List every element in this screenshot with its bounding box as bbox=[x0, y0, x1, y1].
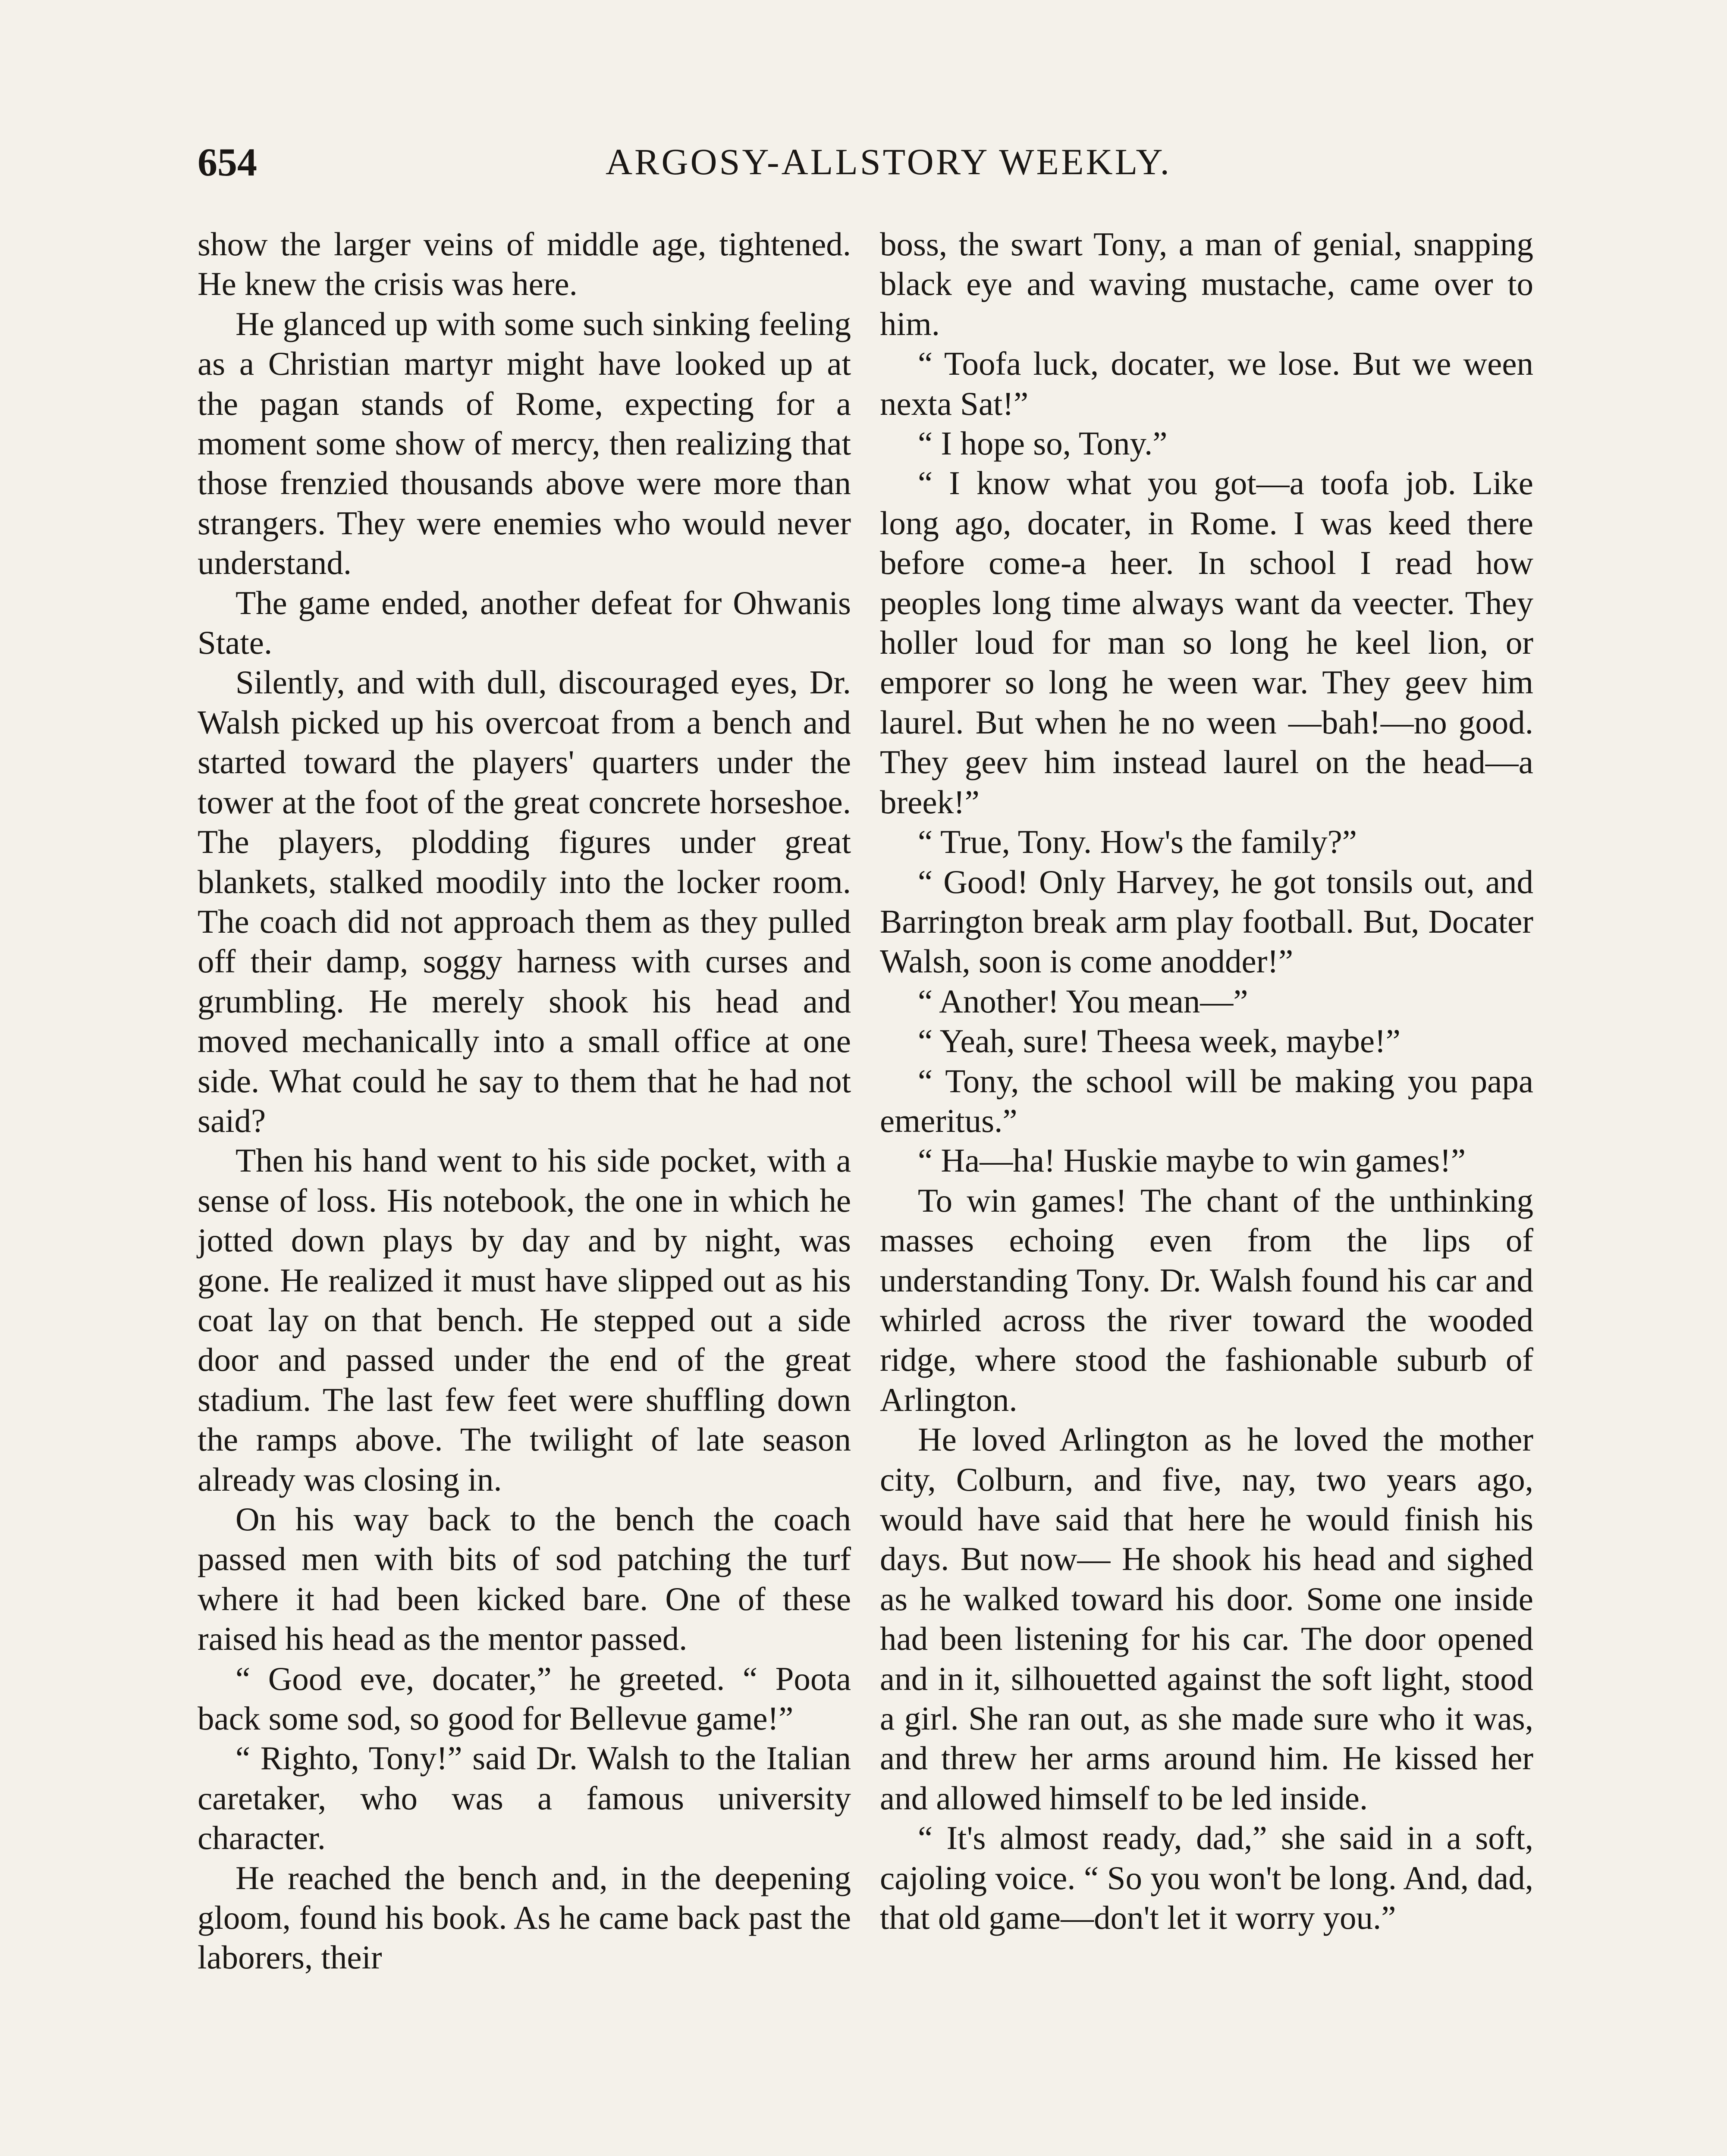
paragraph: “ Good! Only Harvey, he got tonsils out, and Barrington break arm play football. But, Docater Walsh, soon is come anodder!” bbox=[880, 863, 1533, 980]
paragraph: “ True, Tony. How's the family?” bbox=[918, 823, 1357, 861]
paragraph: “ Righto, Tony!” said Dr. Walsh to the Italian caretaker, who was a famous university character. bbox=[198, 1739, 851, 1857]
page-number: 654 bbox=[198, 140, 257, 184]
running-head: ARGOSY-ALLSTORY WEEKLY. bbox=[605, 141, 1172, 182]
paragraph: To win games! The chant of the unthinking masses echoing even from the lips of understanding Tony. Dr. Walsh found his car and whirled across the river toward the wooded ridge, where stood the fashionable suburb of Arlington. bbox=[880, 1181, 1533, 1418]
paragraph: “ Another! You mean—” bbox=[918, 982, 1248, 1020]
left-column bbox=[198, 224, 851, 1977]
paragraph: “ Yeah, sure! Theesa week, maybe!” bbox=[918, 1022, 1400, 1060]
paragraph: “ Tony, the school will be making you papa emeritus.” bbox=[880, 1062, 1533, 1139]
paragraph: “ I know what you got—a toofa job. Like long ago, docater, in Rome. I was keed there before come-a heer. In school I read how peoples long time always want da veecter. They holler loud for man so long he keel lion, or emporer so long he ween war. They geev him laurel. But when he no ween —bah!—no good. They geev him instead laurel on the head—a breek!” bbox=[880, 464, 1533, 821]
paragraph: Then his hand went to his side pocket, with a sense of loss. His notebook, the one in which he jotted down plays by day and by night, was gone. He realized it must have slipped out as his coat lay on that bench. He stepped out a side door and passed under the end of the great stadium. The last few feet were shuffling down the ramps above. The twilight of late season already was closing in. bbox=[198, 1142, 851, 1498]
paragraph: “ Ha—ha! Huskie maybe to win games!” bbox=[918, 1142, 1466, 1179]
paragraph: “ Toofa luck, docater, we lose. But we ween nexta Sat!” bbox=[880, 345, 1533, 422]
right-column bbox=[880, 224, 1533, 1937]
paragraph: He loved Arlington as he loved the mother city, Colburn, and five, nay, two years ago, would have said that here he would finish his days. But now— He shook his head and sighed as he walked toward his door. Some one inside had been listening for his car. The door opened and in it, silhouetted against the soft light, stood a girl. She ran out, as she made sure who it was, and threw her arms around him. He kissed her and allowed himself to be led inside. bbox=[880, 1421, 1533, 1817]
paragraph: “ I hope so, Tony.” bbox=[918, 425, 1168, 462]
paragraph: show the larger veins of middle age, tightened. He knew the crisis was here. bbox=[198, 226, 851, 303]
paragraph: Silently, and with dull, discouraged eyes, Dr. Walsh picked up his overcoat from a bench and started toward the players' quarters under the tower at the foot of the great concrete horseshoe. The players, plodding figures under great blankets, stalked moodily into the locker room. The coach did not approach them as they pulled off their damp, soggy harness with curses and grumbling. He merely shook his head and moved mechanically into a small office at one side. What could he say to them that he had not said? bbox=[198, 664, 851, 1139]
paragraph: boss, the swart Tony, a man of genial, snapping black eye and waving mustache, came over to him. bbox=[880, 226, 1533, 342]
paragraph: He glanced up with some such sinking feeling as a Christian martyr might have looked up at the pagan stands of Rome, expecting for a moment some show of mercy, then realizing that those frenzied thousands above were more than strangers. They were enemies who would never understand. bbox=[198, 305, 851, 582]
paragraph: The game ended, another defeat for Ohwanis State. bbox=[198, 584, 851, 661]
paragraph: He reached the bench and, in the deepening gloom, found his book. As he came back past the laborers, their bbox=[198, 1859, 851, 1976]
paragraph: “ It's almost ready, dad,” she said in a soft, cajoling voice. “ So you won't be long. And, dad, that old game—don't let it worry you.” bbox=[880, 1819, 1533, 1937]
paragraph: On his way back to the bench the coach passed men with bits of sod patching the turf where it had been kicked bare. One of these raised his head as the mentor passed. bbox=[198, 1501, 851, 1658]
paragraph: “ Good eve, docater,” he greeted. “ Poota back some sod, so good for Bellevue game!” bbox=[198, 1660, 851, 1737]
